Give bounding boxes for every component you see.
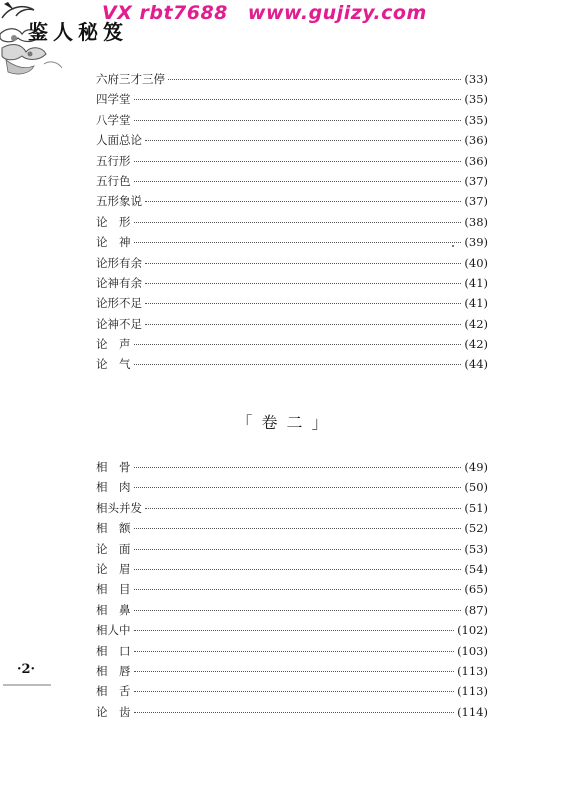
dot-leader <box>145 282 461 284</box>
toc-entry-page: (44) <box>464 357 488 372</box>
toc-entry-title: 相头并发 <box>96 500 142 515</box>
toc-entry-title: 相 骨 <box>96 460 131 474</box>
toc-entry-page: (51) <box>464 500 488 515</box>
toc-entry[interactable] <box>96 69 488 89</box>
toc-entry[interactable] <box>96 661 488 681</box>
scan-speck <box>452 245 454 247</box>
toc-entry[interactable] <box>96 477 488 497</box>
dot-leader <box>145 302 461 304</box>
dot-leader <box>145 323 461 325</box>
toc-entry-page: (103) <box>457 643 488 658</box>
toc-entry-page: (37) <box>464 173 488 188</box>
toc-entry-page: (40) <box>464 255 488 270</box>
toc-entry-page: (113) <box>457 684 488 699</box>
toc-entry[interactable] <box>96 293 488 313</box>
toc-entry[interactable] <box>96 539 488 559</box>
dot-leader <box>134 711 455 713</box>
toc-entry-title: 论 气 <box>96 357 131 372</box>
dot-leader <box>145 200 461 202</box>
heading-close-bracket: 」 <box>311 413 330 432</box>
dot-leader <box>134 609 462 611</box>
toc-entry-title: 论 声 <box>96 337 131 352</box>
toc-entry-title: 论 神 <box>96 235 131 250</box>
toc-entry-title: 论 眉 <box>96 561 131 576</box>
toc-section-2 <box>96 457 488 722</box>
toc-entry-title: 论神有余 <box>96 275 142 290</box>
toc-entry-title: 论神不足 <box>96 316 142 331</box>
toc-entry-page: (53) <box>464 541 488 556</box>
toc-entry-title: 人面总论 <box>96 133 142 148</box>
dot-leader <box>134 363 462 365</box>
toc-entry-page: (41) <box>464 296 488 311</box>
toc-entry-title: 相 额 <box>96 521 131 536</box>
dot-leader <box>134 650 455 652</box>
toc-entry-page: (52) <box>464 521 488 536</box>
toc-entry-title: 相人中 <box>96 623 131 638</box>
toc-entry[interactable] <box>96 354 488 374</box>
dot-leader <box>134 568 462 570</box>
toc-entry-title: 论 形 <box>96 214 131 229</box>
toc-entry[interactable] <box>96 253 488 273</box>
dot-leader <box>134 670 455 672</box>
toc-entry-page: (42) <box>464 316 488 331</box>
toc-entry-title: 相 肉 <box>96 480 131 495</box>
toc-entry-title: 五行形 <box>96 153 131 168</box>
toc-entry[interactable] <box>96 620 488 640</box>
dot-leader <box>134 241 462 243</box>
toc-entry[interactable] <box>96 130 488 150</box>
toc-entry[interactable] <box>96 518 488 538</box>
toc-entry[interactable] <box>96 273 488 293</box>
series-title: 鉴人秘笈 <box>28 20 128 44</box>
dot-leader <box>134 119 462 121</box>
toc-entry[interactable] <box>96 314 488 334</box>
toc-section-1 <box>96 69 488 375</box>
toc-entry-page: (65) <box>464 582 488 597</box>
toc-entry-title: 五形象说 <box>96 194 142 209</box>
page-number: ·2· <box>16 662 36 677</box>
toc-entry-title: 八学堂 <box>96 112 131 127</box>
watermark <box>102 2 482 24</box>
toc-entry-page: (54) <box>464 561 488 576</box>
section-heading <box>0 410 566 433</box>
toc-entry-page: (50) <box>464 480 488 495</box>
toc-entry-page: (39) <box>464 235 488 250</box>
toc-entry-page: (35) <box>464 112 488 127</box>
toc-entry-title: 相 口 <box>96 643 131 658</box>
toc-entry-title: 相 舌 <box>96 684 131 699</box>
toc-entry[interactable] <box>96 600 488 620</box>
dot-leader <box>134 98 462 100</box>
toc-entry-page: (113) <box>457 663 488 678</box>
toc-entry-page: (37) <box>464 194 488 209</box>
toc-entry[interactable] <box>96 641 488 661</box>
dot-leader <box>134 629 455 631</box>
toc-entry[interactable] <box>96 457 488 477</box>
dot-leader <box>134 527 462 529</box>
page-number-rule <box>3 684 51 686</box>
toc-entry-page: (41) <box>464 275 488 290</box>
toc-entry-title: 相 鼻 <box>96 602 131 617</box>
watermark-site: www.gujizy.com <box>247 2 427 24</box>
toc-entry-page: (42) <box>464 337 488 352</box>
dot-leader <box>134 160 462 162</box>
toc-entry[interactable] <box>96 334 488 354</box>
toc-entry-page: (49) <box>464 460 488 474</box>
toc-entry-page: (33) <box>464 72 488 86</box>
toc-entry[interactable] <box>96 151 488 171</box>
heading-open-bracket: 「 <box>236 413 255 432</box>
dot-leader <box>145 139 461 141</box>
toc-entry-page: (35) <box>464 92 488 107</box>
toc-entry[interactable] <box>96 559 488 579</box>
toc-entry-title: 五行色 <box>96 173 131 188</box>
toc-entry-title: 论 齿 <box>96 704 131 719</box>
toc-entry[interactable] <box>96 579 488 599</box>
dot-leader <box>145 507 461 509</box>
dot-leader <box>134 221 462 223</box>
toc-entry-title: 相 目 <box>96 582 131 597</box>
dot-leader <box>134 466 462 468</box>
page-header <box>0 0 566 80</box>
toc-entry[interactable] <box>96 232 488 252</box>
toc-entry-title: 相 唇 <box>96 663 131 678</box>
watermark-contact: VX rbt7688 <box>102 2 228 24</box>
toc-entry[interactable] <box>96 110 488 130</box>
toc-entry[interactable] <box>96 171 488 191</box>
toc-entry-title: 四学堂 <box>96 92 131 107</box>
toc-entry[interactable] <box>96 498 488 518</box>
toc-entry-page: (87) <box>464 602 488 617</box>
toc-entry[interactable] <box>96 702 488 722</box>
dot-leader <box>134 486 462 488</box>
dot-leader <box>134 690 455 692</box>
dot-leader <box>134 180 462 182</box>
toc-entry-page: (114) <box>457 704 488 719</box>
dot-leader <box>134 588 462 590</box>
section-heading-text: 卷 二 <box>261 413 305 432</box>
toc-entry[interactable] <box>96 212 488 232</box>
dot-leader <box>134 343 462 345</box>
toc-entry-page: (102) <box>457 623 488 638</box>
toc-entry-title: 六府三才三停 <box>96 72 165 86</box>
toc-entry-page: (36) <box>464 153 488 168</box>
dot-leader <box>134 548 462 550</box>
toc-entry-title: 论 面 <box>96 541 131 556</box>
dot-leader <box>145 262 461 264</box>
dot-leader <box>168 78 461 80</box>
toc-entry-title: 论形不足 <box>96 296 142 311</box>
toc-entry-page: (38) <box>464 214 488 229</box>
toc-entry-title: 论形有余 <box>96 255 142 270</box>
toc-entry-page: (36) <box>464 133 488 148</box>
toc-entry[interactable] <box>96 89 488 109</box>
toc-entry[interactable] <box>96 681 488 701</box>
toc-entry[interactable] <box>96 191 488 211</box>
